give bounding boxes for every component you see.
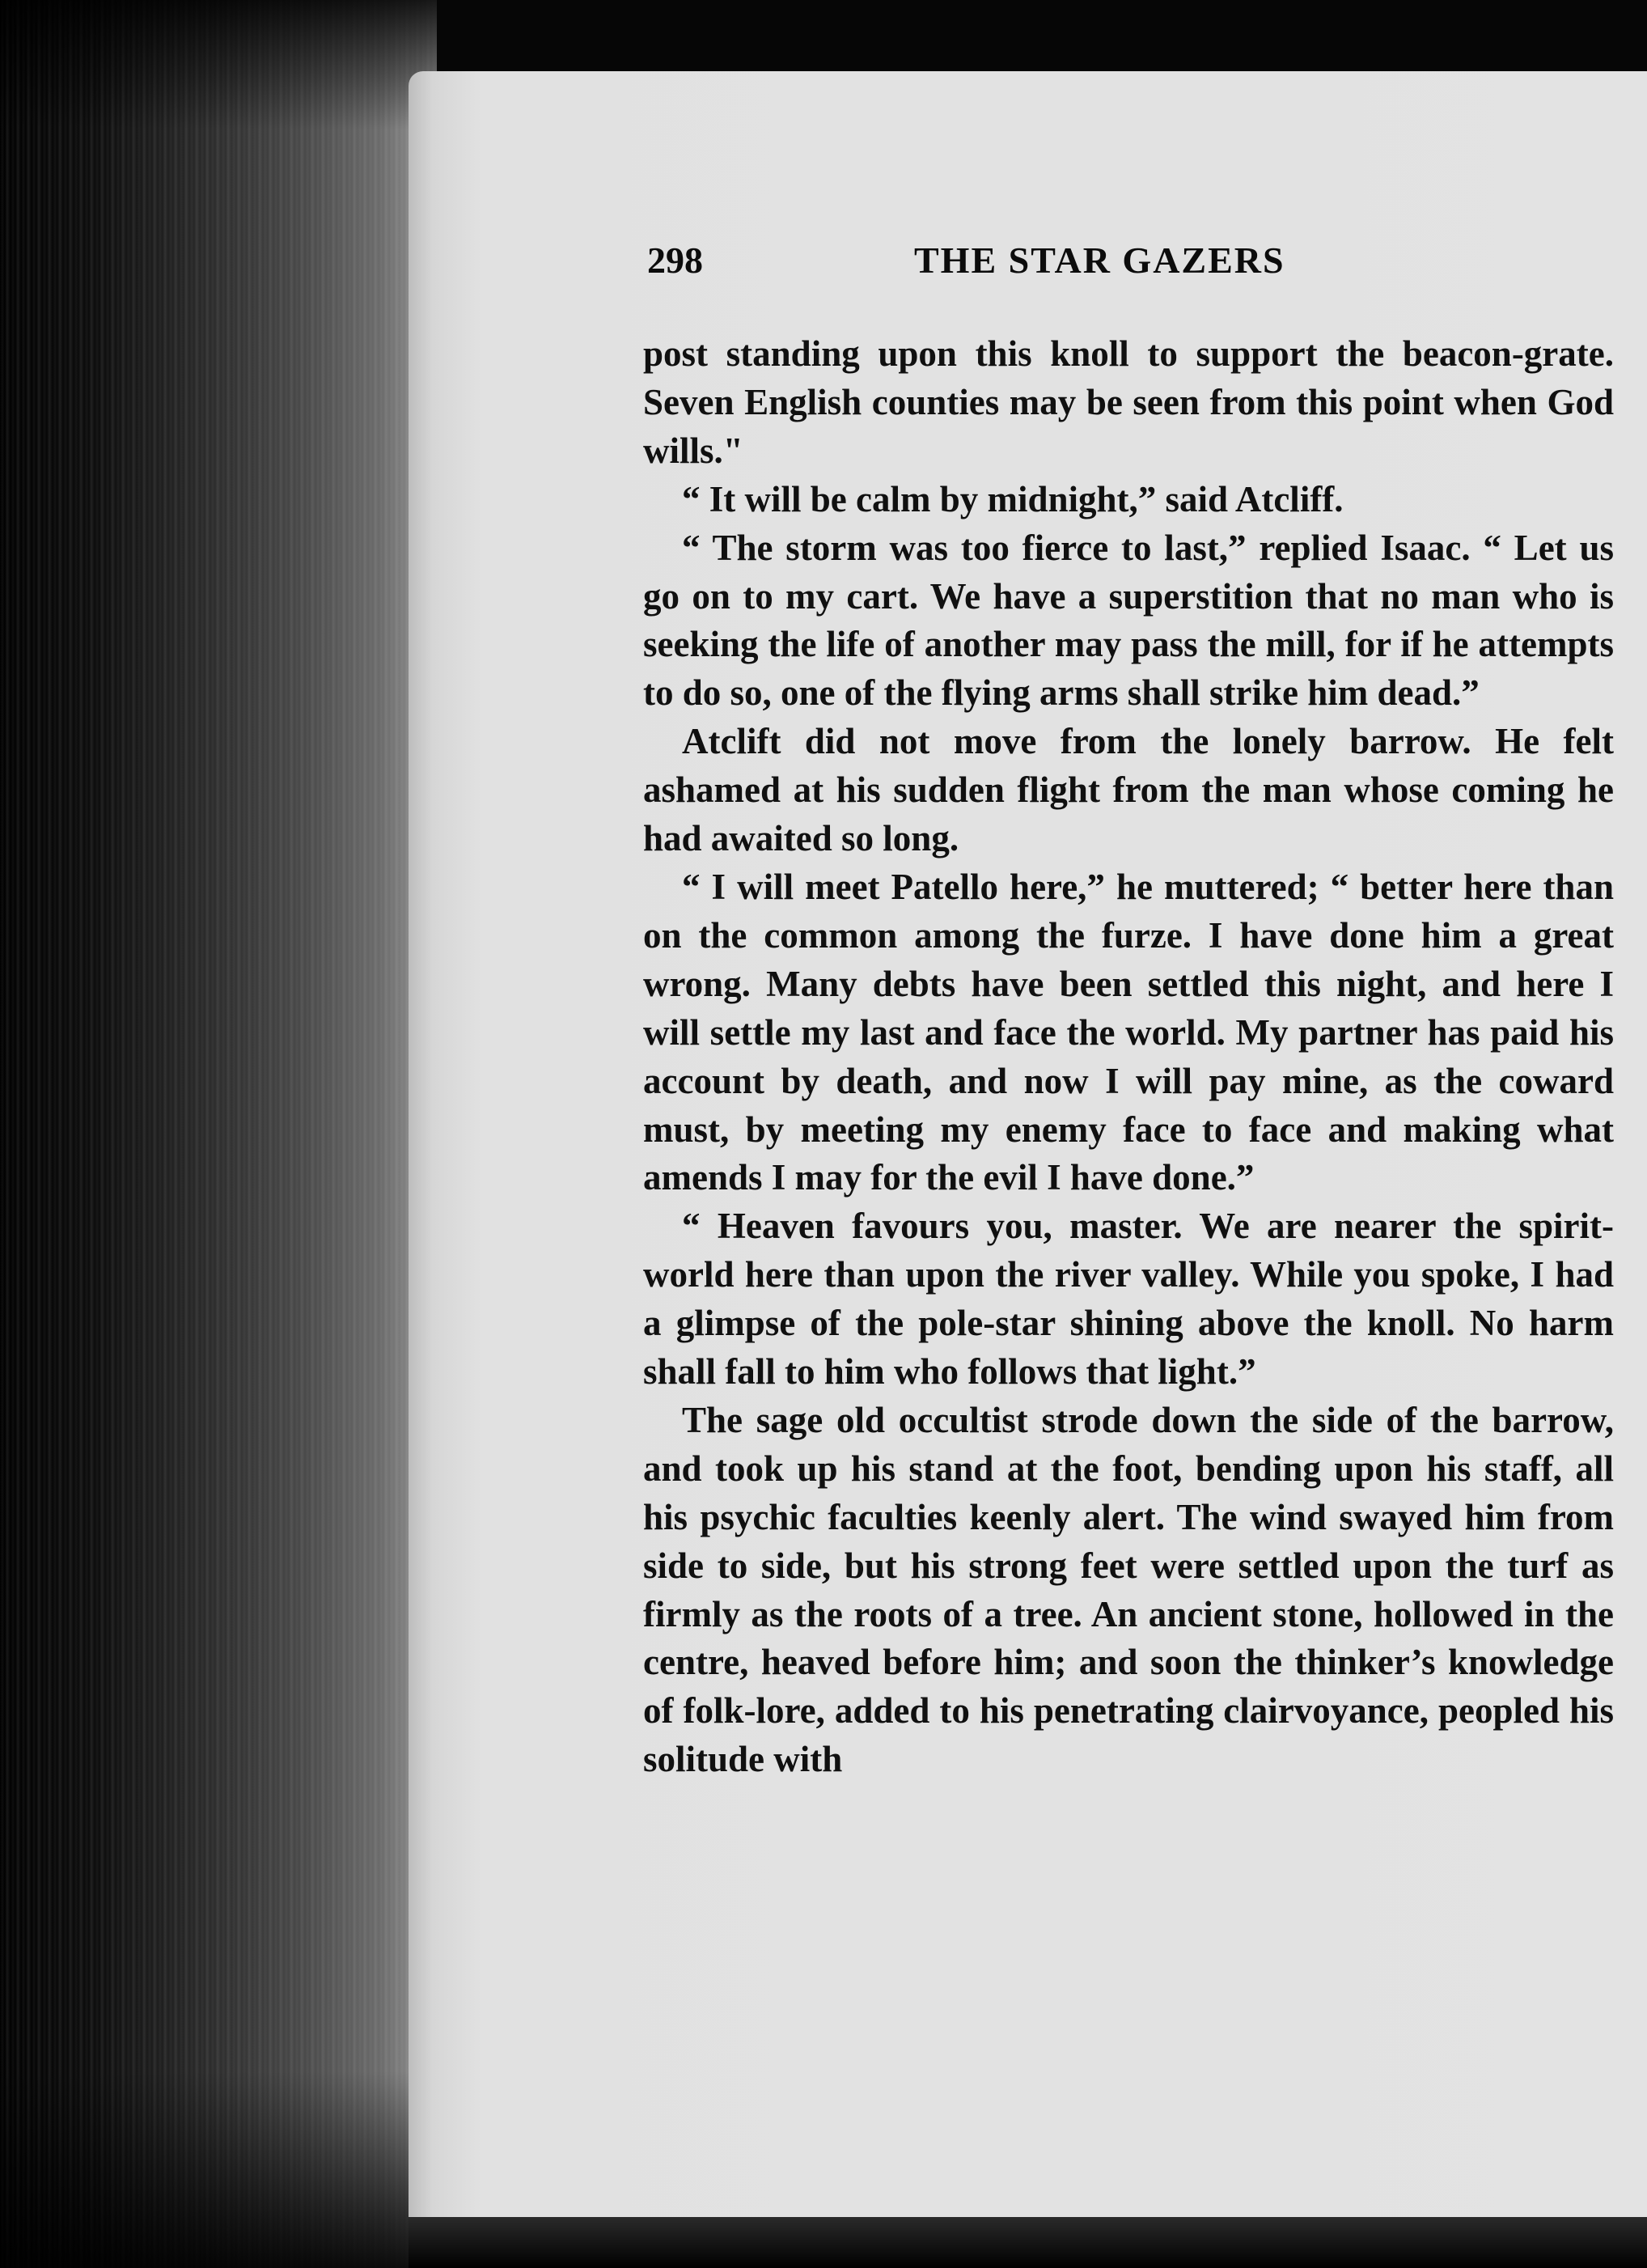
page-bottom-shadow <box>409 2217 1647 2268</box>
paragraph: “ The storm was too fierce to last,” replied Isaac. “ Let us go on to my cart. We have a superstition that no man who is seeking the life of another may pass the mill, for if he attempts to do so, one of the flying arms shall strike him dead.” <box>643 527 1614 714</box>
paragraph: “ Heaven favours you, master. We are nearer the spirit-world here than upon the river valley. While you spoke, I had a glimpse of the pole-star shining above the knoll. No harm shall fall to him who follows that light.” <box>643 1206 1614 1393</box>
spine-shadow <box>0 0 437 2268</box>
page-header <box>647 239 1618 295</box>
page-number: 298 <box>647 240 703 281</box>
paragraph: Atclift did not move from the lonely barrow. He felt ashamed at his sudden flight from the man whose coming he had awaited so long. <box>643 721 1614 859</box>
paragraph-continued: post standing upon this knoll to support the beacon-grate. Seven English counties may be seen from this point when God wills." <box>643 333 1614 471</box>
running-head: THE STAR GAZERS <box>914 240 1285 281</box>
paragraph: “ I will meet Patello here,” he muttered; “ better here than on the common among the furze. I have done him a great wrong. Many debts have been settled this night, and here I will settle my last and face the world. My partner has paid his account by death, and now I will pay mine, as the coward must, by meeting my enemy face to face and making what amends I may for the evil I have done.” <box>643 866 1614 1198</box>
paragraph: “ It will be calm by midnight,” said Atcliff. <box>682 478 1344 519</box>
paragraph: The sage old occultist strode down the side of the barrow, and took up his stand at the foot, bending upon his staff, all his psychic faculties keenly alert. The wind swayed him from side to side, but his strong feet were settled upon the turf as firmly as the roots of a tree. An ancient stone, hollowed in the centre, heaved before him; and soon the thinker’s knowledge of folk-lore, added to his penetrating clairvoyance, peopled his solitude with <box>643 1399 1614 1780</box>
body-text <box>643 330 1614 1784</box>
